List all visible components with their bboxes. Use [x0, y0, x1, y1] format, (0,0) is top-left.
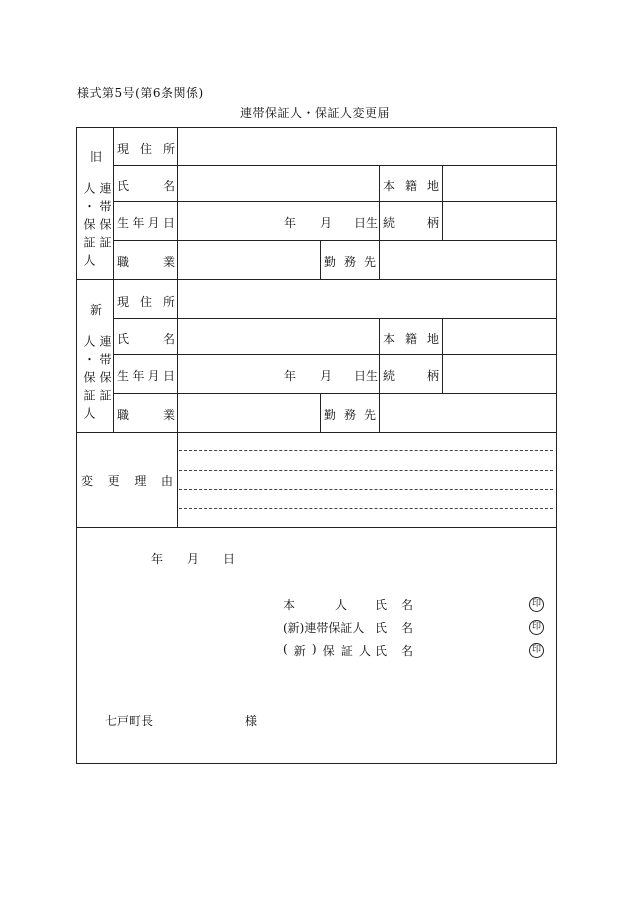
sig2-label: (新)連帯保証人 — [283, 621, 365, 635]
sig1-label: 本 人 — [283, 598, 347, 612]
new-job-label: 職 業 — [117, 408, 175, 422]
old-mark: 旧 — [90, 150, 103, 164]
new-workplace-label: 勤 務 先 — [324, 408, 376, 422]
old-name-label: 氏 名 — [117, 179, 175, 193]
old-birth-month: 月 — [320, 216, 333, 230]
new-relation-label: 続 柄 — [383, 369, 439, 383]
old-honseki-label: 本 籍 地 — [383, 179, 439, 193]
form-number: 様式第5号(第6条関係) — [77, 86, 204, 100]
new-address-label: 現 住 所 — [117, 295, 175, 309]
old-address-label: 現 住 所 — [117, 142, 175, 156]
addressee: 七戸町長 — [105, 714, 154, 728]
old-group-label: 連帯保証人・保証人 — [82, 182, 112, 272]
new-honseki-label: 本 籍 地 — [383, 332, 439, 346]
form-frame — [76, 127, 557, 764]
sig3-label: ( 新 ) 保 証 人 — [283, 642, 371, 658]
seal-2-icon: 印 — [529, 620, 544, 635]
form-title: 連帯保証人・保証人変更届 — [239, 106, 390, 120]
sig2-name-label: 氏 名 — [375, 621, 413, 635]
new-birth-label: 生 年 月 日 — [117, 369, 175, 383]
honorific: 様 — [245, 714, 258, 728]
new-birth-day: 日生 — [354, 369, 379, 383]
old-job-label: 職 業 — [117, 255, 175, 269]
sig1-name-label: 氏 名 — [375, 598, 413, 612]
date-month: 月 — [187, 552, 200, 566]
date-day: 日 — [223, 552, 236, 566]
old-birth-year: 年 — [284, 216, 297, 230]
new-mark: 新 — [90, 303, 103, 317]
old-birth-day: 日生 — [354, 216, 379, 230]
old-birth-label: 生 年 月 日 — [117, 216, 175, 230]
sig3-name-label: 氏 名 — [375, 644, 413, 658]
old-workplace-label: 勤 務 先 — [324, 255, 376, 269]
seal-3-icon: 印 — [529, 643, 544, 658]
old-relation-label: 続 柄 — [383, 216, 439, 230]
new-name-label: 氏 名 — [117, 332, 175, 346]
new-group-label: 連帯保証人・保証人 — [82, 335, 112, 425]
reason-label: 変 更 理 由 — [81, 474, 173, 488]
new-birth-year: 年 — [284, 369, 297, 383]
seal-1-icon: 印 — [529, 597, 544, 612]
date-year: 年 — [151, 552, 164, 566]
new-birth-month: 月 — [320, 369, 333, 383]
